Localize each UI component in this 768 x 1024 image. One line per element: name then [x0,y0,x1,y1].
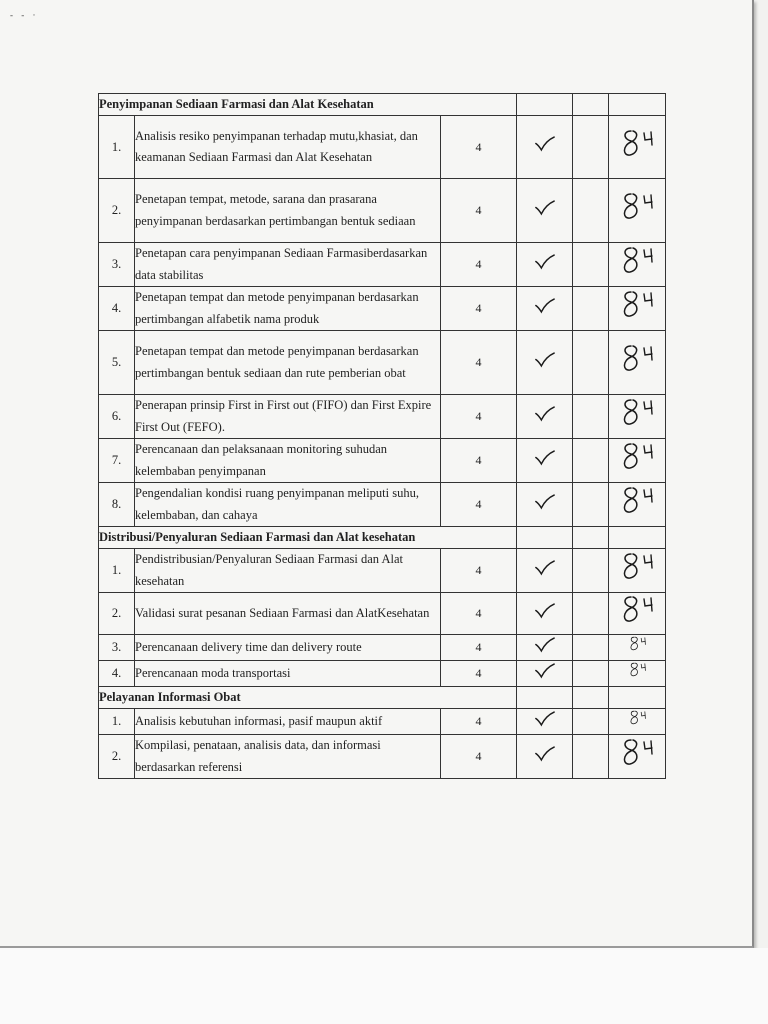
empty-cell [573,735,609,779]
initial-cell [609,593,666,635]
handwritten-initial-icon [617,342,657,376]
section-title: Distribusi/Penyaluran Sediaan Farmasi dan Alat kesehatan [99,527,517,549]
empty-cell [573,635,609,661]
row-number: 6. [99,395,135,439]
table-row [99,661,666,687]
handwritten-initial-icon [627,661,648,679]
check-cell [517,483,573,527]
empty-cell [573,661,609,687]
scanner-background [0,948,768,1024]
row-description: Kompilasi, penataan, analisis data, dan informasi berdasarkan referensi [135,735,441,779]
row-number: 1. [99,549,135,593]
row-number: 3. [99,635,135,661]
table-row [99,116,666,179]
section-header-row [99,527,666,549]
row-description: Penetapan tempat dan metode penyimpanan berdasarkan pertimbangan alfabetik nama produk [135,287,441,331]
row-score: 4 [441,661,517,687]
checkmark-icon [534,449,556,466]
table-row [99,287,666,331]
initial-cell [609,243,666,287]
initial-cell [609,661,666,687]
row-number: 2. [99,735,135,779]
section-header-cell [573,94,609,116]
row-score: 4 [441,331,517,395]
check-cell [517,116,573,179]
row-description: Penetapan cara penyimpanan Sediaan Farmasiberdasarkan data stabilitas [135,243,441,287]
section-header-cell [517,687,573,709]
check-cell [517,593,573,635]
section-header-cell [573,687,609,709]
row-score: 4 [441,709,517,735]
initial-cell [609,395,666,439]
section-header-cell [609,94,666,116]
checkmark-icon [534,745,556,762]
row-description: Pengendalian kondisi ruang penyimpanan meliputi suhu, kelembaban, dan cahaya [135,483,441,527]
check-cell [517,179,573,243]
initial-cell [609,116,666,179]
assessment-table [98,93,666,779]
table-row [99,709,666,735]
checkmark-icon [534,135,556,152]
checkmark-icon [534,710,556,727]
empty-cell [573,439,609,483]
checkmark-icon [534,662,556,679]
row-score: 4 [441,735,517,779]
empty-cell [573,709,609,735]
handwritten-initial-icon [617,244,657,278]
empty-cell [573,483,609,527]
row-number: 5. [99,331,135,395]
checkmark-icon [534,405,556,422]
table-row [99,483,666,527]
row-number: 1. [99,709,135,735]
initial-cell [609,709,666,735]
empty-cell [573,243,609,287]
row-description: Penetapan tempat dan metode penyimpanan berdasarkan pertimbangan bentuk sediaan dan rute pemberian obat [135,331,441,395]
initial-cell [609,287,666,331]
row-description: Penerapan prinsip First in First out (FIFO) dan First Expire First Out (FEFO). [135,395,441,439]
section-header-cell [573,527,609,549]
row-description: Analisis resiko penyimpanan terhadap mutu,khasiat, dan keamanan Sediaan Farmasi dan Alat Kesehatan [135,116,441,179]
table-row [99,439,666,483]
table-row [99,331,666,395]
row-number: 8. [99,483,135,527]
check-cell [517,331,573,395]
checkmark-icon [534,199,556,216]
table-row [99,593,666,635]
row-description: Pendistribusian/Penyaluran Sediaan Farmasi dan Alat kesehatan [135,549,441,593]
row-description: Perencanaan moda transportasi [135,661,441,687]
handwritten-initial-icon [617,396,657,430]
row-description: Perencanaan delivery time dan delivery route [135,635,441,661]
checkmark-icon [534,636,556,653]
table-row [99,179,666,243]
check-cell [517,635,573,661]
checkmark-icon [534,559,556,576]
table-row [99,635,666,661]
row-description: Validasi surat pesanan Sediaan Farmasi dan AlatKesehatan [135,593,441,635]
row-score: 4 [441,287,517,331]
row-score: 4 [441,483,517,527]
initial-cell [609,179,666,243]
initial-cell [609,549,666,593]
table-row [99,243,666,287]
handwritten-initial-icon [627,709,648,727]
check-cell [517,661,573,687]
section-header-row [99,94,666,116]
row-description: Perencanaan dan pelaksanaan monitoring suhudan kelembaban penyimpanan [135,439,441,483]
row-description: Analisis kebutuhan informasi, pasif maupun aktif [135,709,441,735]
check-cell [517,439,573,483]
row-score: 4 [441,116,517,179]
check-cell [517,735,573,779]
check-cell [517,709,573,735]
table-row [99,735,666,779]
checkmark-icon [534,493,556,510]
row-score: 4 [441,395,517,439]
row-number: 4. [99,287,135,331]
empty-cell [573,331,609,395]
handwritten-initial-icon [617,440,657,474]
checkmark-icon [534,602,556,619]
row-score: 4 [441,593,517,635]
handwritten-initial-icon [617,288,657,322]
row-score: 4 [441,243,517,287]
checkmark-icon [534,253,556,270]
section-header-cell [517,527,573,549]
check-cell [517,395,573,439]
section-header-cell [609,527,666,549]
row-number: 2. [99,593,135,635]
row-number: 4. [99,661,135,687]
table-row [99,395,666,439]
empty-cell [573,287,609,331]
row-score: 4 [441,179,517,243]
check-cell [517,243,573,287]
check-cell [517,549,573,593]
checkmark-icon [534,351,556,368]
empty-cell [573,593,609,635]
initial-cell [609,331,666,395]
initial-cell [609,483,666,527]
empty-cell [573,116,609,179]
check-cell [517,287,573,331]
initial-cell [609,439,666,483]
handwritten-initial-icon [617,127,657,161]
row-number: 1. [99,116,135,179]
handwritten-initial-icon [627,635,648,653]
checkmark-icon [534,297,556,314]
empty-cell [573,395,609,439]
handwritten-initial-icon [617,484,657,518]
table-row [99,549,666,593]
empty-cell [573,549,609,593]
row-score: 4 [441,439,517,483]
row-number: 7. [99,439,135,483]
row-score: 4 [441,549,517,593]
section-title: Penyimpanan Sediaan Farmasi dan Alat Kesehatan [99,94,517,116]
handwritten-initial-icon [617,593,657,627]
initial-cell [609,735,666,779]
section-header-row [99,687,666,709]
row-number: 3. [99,243,135,287]
row-description: Penetapan tempat, metode, sarana dan prasarana penyimpanan berdasarkan pertimbangan bentuk sediaan [135,179,441,243]
handwritten-initial-icon [617,550,657,584]
section-header-cell [609,687,666,709]
empty-cell [573,179,609,243]
handwritten-initial-icon [617,190,657,224]
initial-cell [609,635,666,661]
section-header-cell [517,94,573,116]
scan-marks: - - · [10,10,39,20]
section-title: Pelayanan Informasi Obat [99,687,517,709]
handwritten-initial-icon [617,736,657,770]
row-score: 4 [441,635,517,661]
row-number: 2. [99,179,135,243]
